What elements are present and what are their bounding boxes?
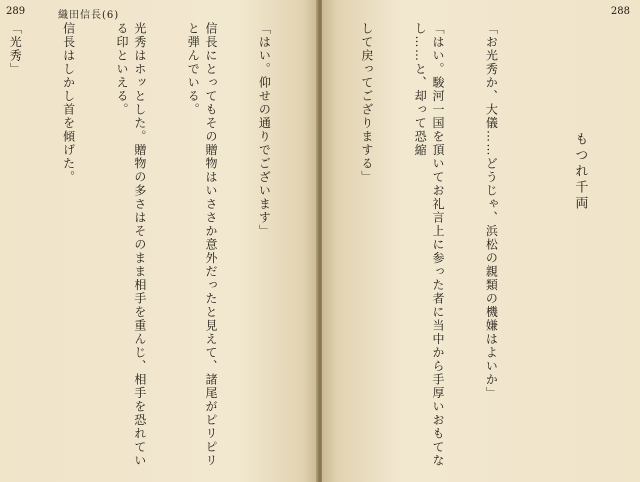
- chapter-title: もつれ千両: [572, 132, 588, 212]
- text-line: 信長はしかし首を傾げた。: [61, 22, 76, 184]
- text-line: 信長にとってもその贈物はいささか意外だったと見えて、諸尾がピリピリと弾んでいる。: [186, 22, 219, 468]
- text-line: 「光秀」: [8, 22, 23, 76]
- left-page-text: [6, 22, 308, 478]
- right-page-number: 288: [610, 6, 630, 17]
- running-head: 織田信長(6): [58, 10, 120, 21]
- text-line: 「はい。仰せの通りでございます」: [257, 22, 272, 238]
- right-page-text: [328, 22, 624, 478]
- text-line: 「はい。駿河一国を頂いてお礼言上に参った者に当中から手厚いおもてなし……と、却って恐縮: [413, 22, 446, 468]
- text-line: 光秀はホッとした。贈物の多さはそのまま相手を重んじ、相手を恐れている印といえる。: [115, 22, 147, 468]
- text-line: して戻ってござりまする」: [359, 22, 374, 184]
- left-page-number: 289: [6, 6, 26, 17]
- text-line: 「お光秀か、大儀……どうじゃ、浜松の親類の機嫌はよいか」: [484, 22, 499, 400]
- left-page: [0, 0, 318, 482]
- right-page: [322, 0, 640, 482]
